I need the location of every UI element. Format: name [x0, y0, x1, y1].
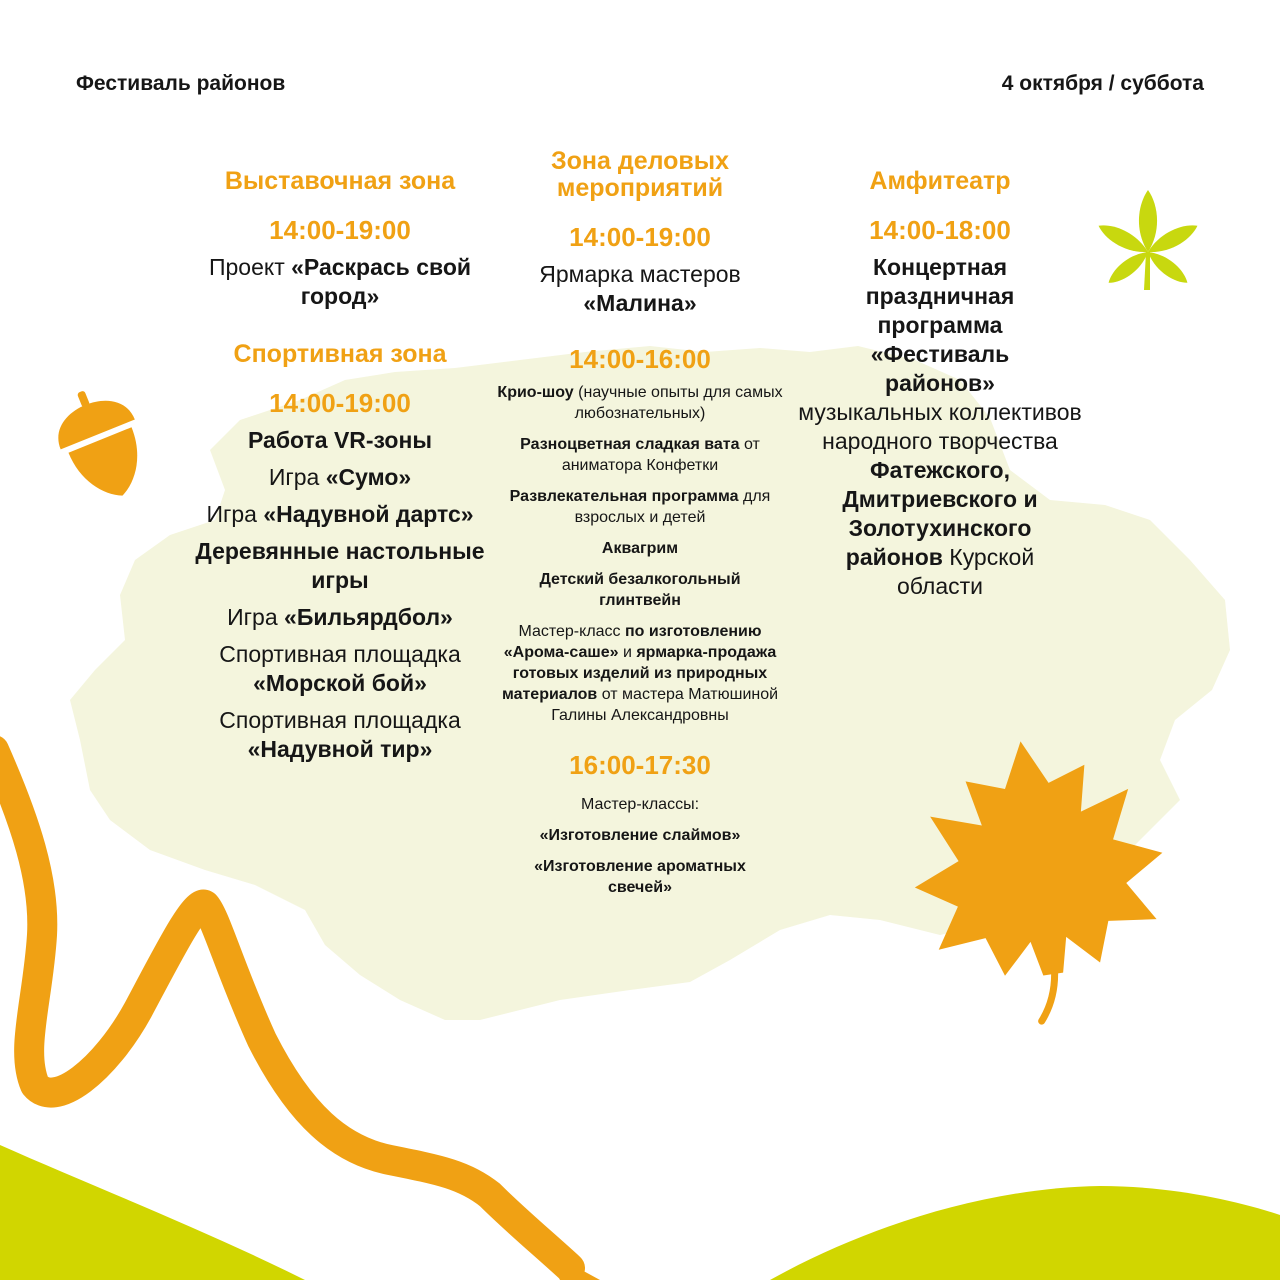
hill-shape-right [770, 1186, 1280, 1280]
item-crio: Крио-шоу (научные опыты для самых любознательных) [497, 384, 783, 422]
time-business-3: 16:00-17:30 [569, 750, 711, 780]
item-mulled-wine: Детский безалкогольный глинтвейн [539, 571, 741, 609]
acorn-icon [43, 377, 159, 511]
item-concert: Концертная праздничная программа «Фестиваль районов» музыкальных коллективов народного творчества Фатежского, Дмитриевского и Золотухинского районов Курской области [798, 254, 1082, 599]
item-mcs-label: Мастер-классы: [580, 796, 700, 813]
hill-shape-left [0, 1145, 305, 1280]
time-business-1: 14:00-19:00 [569, 222, 711, 252]
item-paint-city: Проект «Раскрась свой город» [208, 254, 472, 309]
event-date: 4 октября / суббота [1001, 72, 1204, 95]
column-amphitheatre [790, 168, 1090, 609]
time-amphi: 14:00-18:00 [869, 215, 1011, 245]
item-wooden-games: Деревянные настольные игры [195, 538, 485, 593]
item-aquagrim: Аквагрим [601, 540, 679, 557]
time-business-2: 14:00-16:00 [569, 344, 711, 374]
item-shooting: Спортивная площадка «Надувной тир» [219, 707, 461, 762]
item-darts: Игра «Надувной дартс» [206, 501, 474, 527]
item-billiard: Игра «Бильярдбол» [227, 604, 453, 630]
item-cotton-candy: Разноцветная сладкая вата от аниматора Конфетки [520, 436, 760, 474]
item-slime: «Изготовление слаймов» [539, 827, 741, 844]
chestnut-leaf-icon [1095, 190, 1201, 290]
item-sumo: Игра «Сумо» [268, 464, 412, 490]
item-sea-battle: Спортивная площадка «Морской бой» [219, 641, 461, 696]
festival-title: Фестиваль районов [76, 72, 286, 95]
zone-title-amphi: Амфитеатр [869, 167, 1011, 195]
zone-title-business: Зона деловых мероприятий [550, 147, 730, 202]
column-exhibition-sport [190, 168, 490, 772]
item-fair: Ярмарка мастеров «Малина» [539, 261, 741, 316]
item-candles: «Изготовление ароматных свечей» [534, 858, 746, 896]
zone-title-sport: Спортивная зона [233, 340, 447, 368]
time-exhibition: 14:00-19:00 [269, 215, 411, 245]
item-master-class: Мастер-класс по изготовлению «Арома-саше» и ярмарка-продажа готовых изделий из природных материалов от мастера Матюшиной Галины Александровны [501, 623, 779, 724]
column-business [490, 148, 790, 908]
zone-title-exhibition: Выставочная зона [224, 167, 456, 195]
time-sport: 14:00-19:00 [269, 388, 411, 418]
item-vr: Работа VR-зоны [247, 427, 432, 453]
item-entertainment: Развлекательная программа для взрослых и детей [509, 488, 771, 526]
